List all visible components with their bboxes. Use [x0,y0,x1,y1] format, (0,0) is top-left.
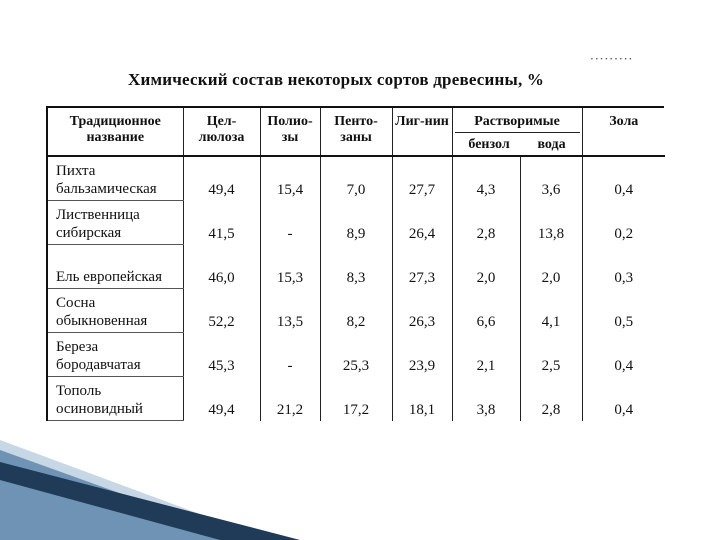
cell-pentosans: 8,2 [320,289,392,333]
cell-polyoses: 13,5 [260,289,320,333]
header-water: вода [537,137,566,152]
table-row [47,377,665,421]
cell-cellulose: 49,4 [183,156,260,201]
table-title: Химический состав некоторых сортов древесины, % [128,70,545,89]
cell-benzene: 2,0 [452,245,520,289]
cell-polyoses: - [260,333,320,377]
header-soluble: Растворимые [455,114,580,133]
cell-ash: 0,4 [582,377,665,421]
table-row [47,333,665,377]
table-row [47,245,665,289]
cell-ash: 0,5 [582,289,665,333]
cell-ash: 0,2 [582,201,665,245]
cell-polyoses: 21,2 [260,377,320,421]
cell-water: 3,6 [520,156,582,201]
cell-polyoses: 15,3 [260,245,320,289]
table-row [47,289,665,333]
cell-polyoses: - [260,201,320,245]
header-row [47,108,665,156]
cell-water: 2,0 [520,245,582,289]
cell-name: Тополь осиновидный [47,377,183,421]
cell-name: Береза бородавчатая [47,333,183,377]
cell-benzene: 6,6 [452,289,520,333]
cell-name: Ель европейская [47,245,183,289]
cell-ash: 0,4 [582,333,665,377]
cell-name: Сосна обыкновенная [47,289,183,333]
cell-cellulose: 49,4 [183,377,260,421]
corner-mark: ········· [590,52,634,66]
header-soluble-group [452,108,582,156]
cell-cellulose: 45,3 [183,333,260,377]
cell-cellulose: 46,0 [183,245,260,289]
cell-cellulose: 52,2 [183,289,260,333]
cell-pentosans: 17,2 [320,377,392,421]
cell-name: Лиственница сибирская [47,201,183,245]
header-lignin: Лиг-нин [392,108,452,156]
cell-lignin: 26,4 [392,201,452,245]
composition-table [46,106,664,438]
cell-water: 4,1 [520,289,582,333]
cell-water: 2,5 [520,333,582,377]
cell-benzene: 3,8 [452,377,520,421]
header-name: Традиционное название [47,108,183,156]
cell-benzene: 2,1 [452,333,520,377]
cell-lignin: 27,3 [392,245,452,289]
header-polyoses: Полио-зы [260,108,320,156]
cell-pentosans: 8,3 [320,245,392,289]
header-benzene: бензол [468,137,510,152]
cell-water: 13,8 [520,201,582,245]
table-row [47,156,665,201]
header-pentosans: Пенто-заны [320,108,392,156]
cell-cellulose: 41,5 [183,201,260,245]
cell-lignin: 27,7 [392,156,452,201]
header-ash: Зола [582,108,665,156]
cell-lignin: 26,3 [392,289,452,333]
cell-water: 2,8 [520,377,582,421]
cell-polyoses: 15,4 [260,156,320,201]
cell-benzene: 4,3 [452,156,520,201]
cell-name: Пихта бальзамическая [47,156,183,201]
cell-ash: 0,3 [582,245,665,289]
cell-pentosans: 25,3 [320,333,392,377]
cell-benzene: 2,8 [452,201,520,245]
corner-decoration [0,440,720,540]
cell-lignin: 18,1 [392,377,452,421]
cell-pentosans: 8,9 [320,201,392,245]
cell-pentosans: 7,0 [320,156,392,201]
table-row [47,201,665,245]
cell-ash: 0,4 [582,156,665,201]
header-cellulose: Цел-люлоза [183,108,260,156]
cell-lignin: 23,9 [392,333,452,377]
